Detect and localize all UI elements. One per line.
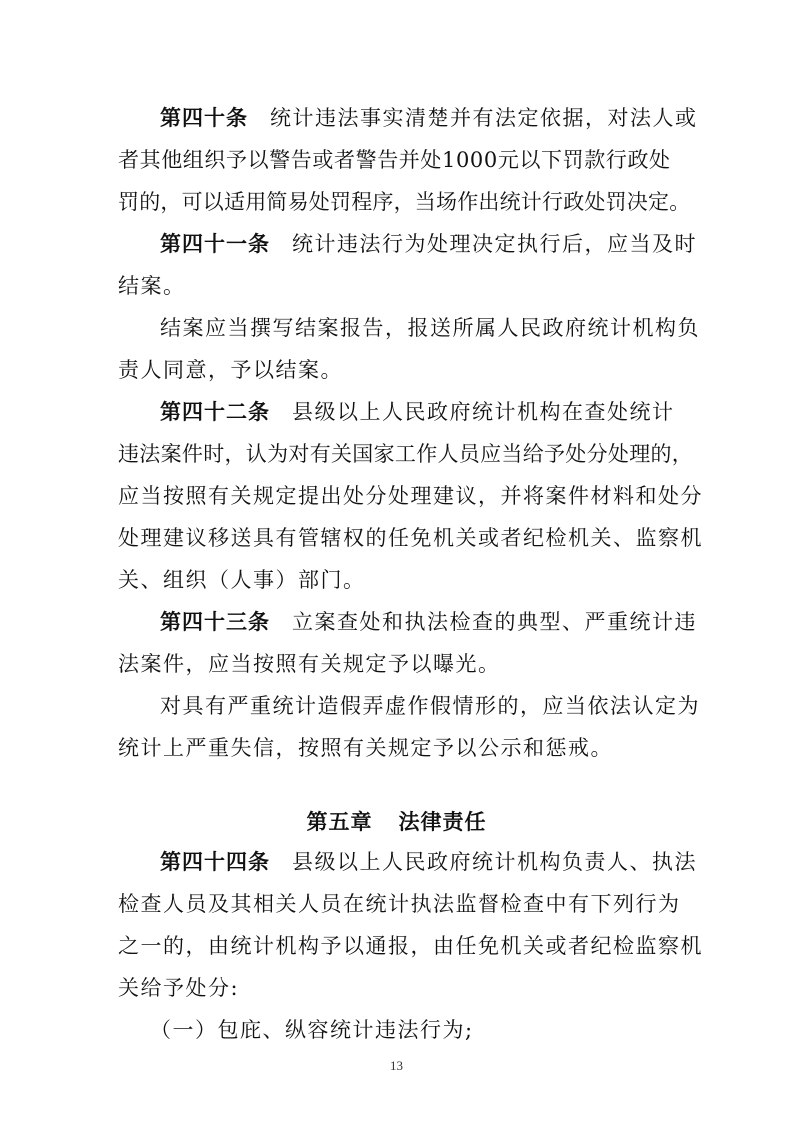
article-42-line-1	[160, 398, 678, 426]
article-40-line-3: 罚的，可以适用简易处罚程序，当场作出统计行政处罚决定。	[118, 190, 691, 214]
article-44-title: 第四十四条	[160, 850, 270, 874]
chapter-number: 第五章	[306, 810, 373, 834]
article-40-title: 第四十条	[160, 106, 248, 130]
article-41-para2-line-1: 结案应当撰写结案报告，报送所属人民政府统计机构负	[160, 316, 700, 340]
article-42-text: 县级以上人民政府统计机构在查处统计	[292, 400, 675, 424]
article-41-line-2: 结案。	[118, 274, 186, 298]
article-41-text: 统计违法行为处理决定执行后，应当及时	[292, 232, 697, 256]
article-43-title: 第四十三条	[160, 610, 270, 634]
article-42-line-5: 关、组织（人事）部门。	[118, 568, 366, 592]
article-41-line-1	[160, 230, 697, 258]
article-44-line-4: 关给予处分:	[118, 976, 240, 1000]
article-43-text: 立案查处和执法检查的典型、严重统计违	[292, 610, 697, 634]
article-44-text: 县级以上人民政府统计机构负责人、执法	[292, 850, 697, 874]
chapter-heading	[0, 808, 793, 836]
article-44-line-3: 之一的，由统计机构予以通报，由任免机关或者纪检监察机	[118, 934, 703, 958]
article-40-line-2: 者其他组织予以警告或者警告并处1000元以下罚款行政处	[118, 148, 671, 172]
article-44-line-1	[160, 848, 697, 876]
article-40-text: 统计违法事实清楚并有法定依据，对法人或	[270, 106, 698, 130]
article-43-line-1	[160, 608, 697, 636]
article-41-title: 第四十一条	[160, 232, 270, 256]
article-43-line-2: 法案件，应当按照有关规定予以曝光。	[118, 652, 501, 676]
article-42-line-4: 处理建议移送具有管辖权的任免机关或者纪检机关、监察机	[118, 526, 703, 550]
article-44-item-1: （一）包庇、纵容统计违法行为;	[150, 1018, 474, 1042]
chapter-name: 法律责任	[398, 810, 487, 834]
article-42-line-3: 应当按照有关规定提出处分处理建议，并将案件材料和处分	[118, 484, 703, 508]
article-42-title: 第四十二条	[160, 400, 270, 424]
article-40-line-1	[160, 104, 698, 132]
article-41-para2-line-2: 责人同意，予以结案。	[118, 358, 343, 382]
article-43-para2-line-2: 统计上严重失信，按照有关规定予以公示和惩戒。	[118, 736, 613, 760]
article-42-line-2: 违法案件时，认为对有关国家工作人员应当给予处分处理的，	[118, 442, 694, 466]
article-44-line-2: 检查人员及其相关人员在统计执法监督检查中有下列行为	[118, 892, 681, 916]
page-number: 13	[390, 1058, 403, 1073]
article-43-para2-line-1: 对具有严重统计造假弄虚作假情形的，应当依法认定为	[160, 694, 700, 718]
